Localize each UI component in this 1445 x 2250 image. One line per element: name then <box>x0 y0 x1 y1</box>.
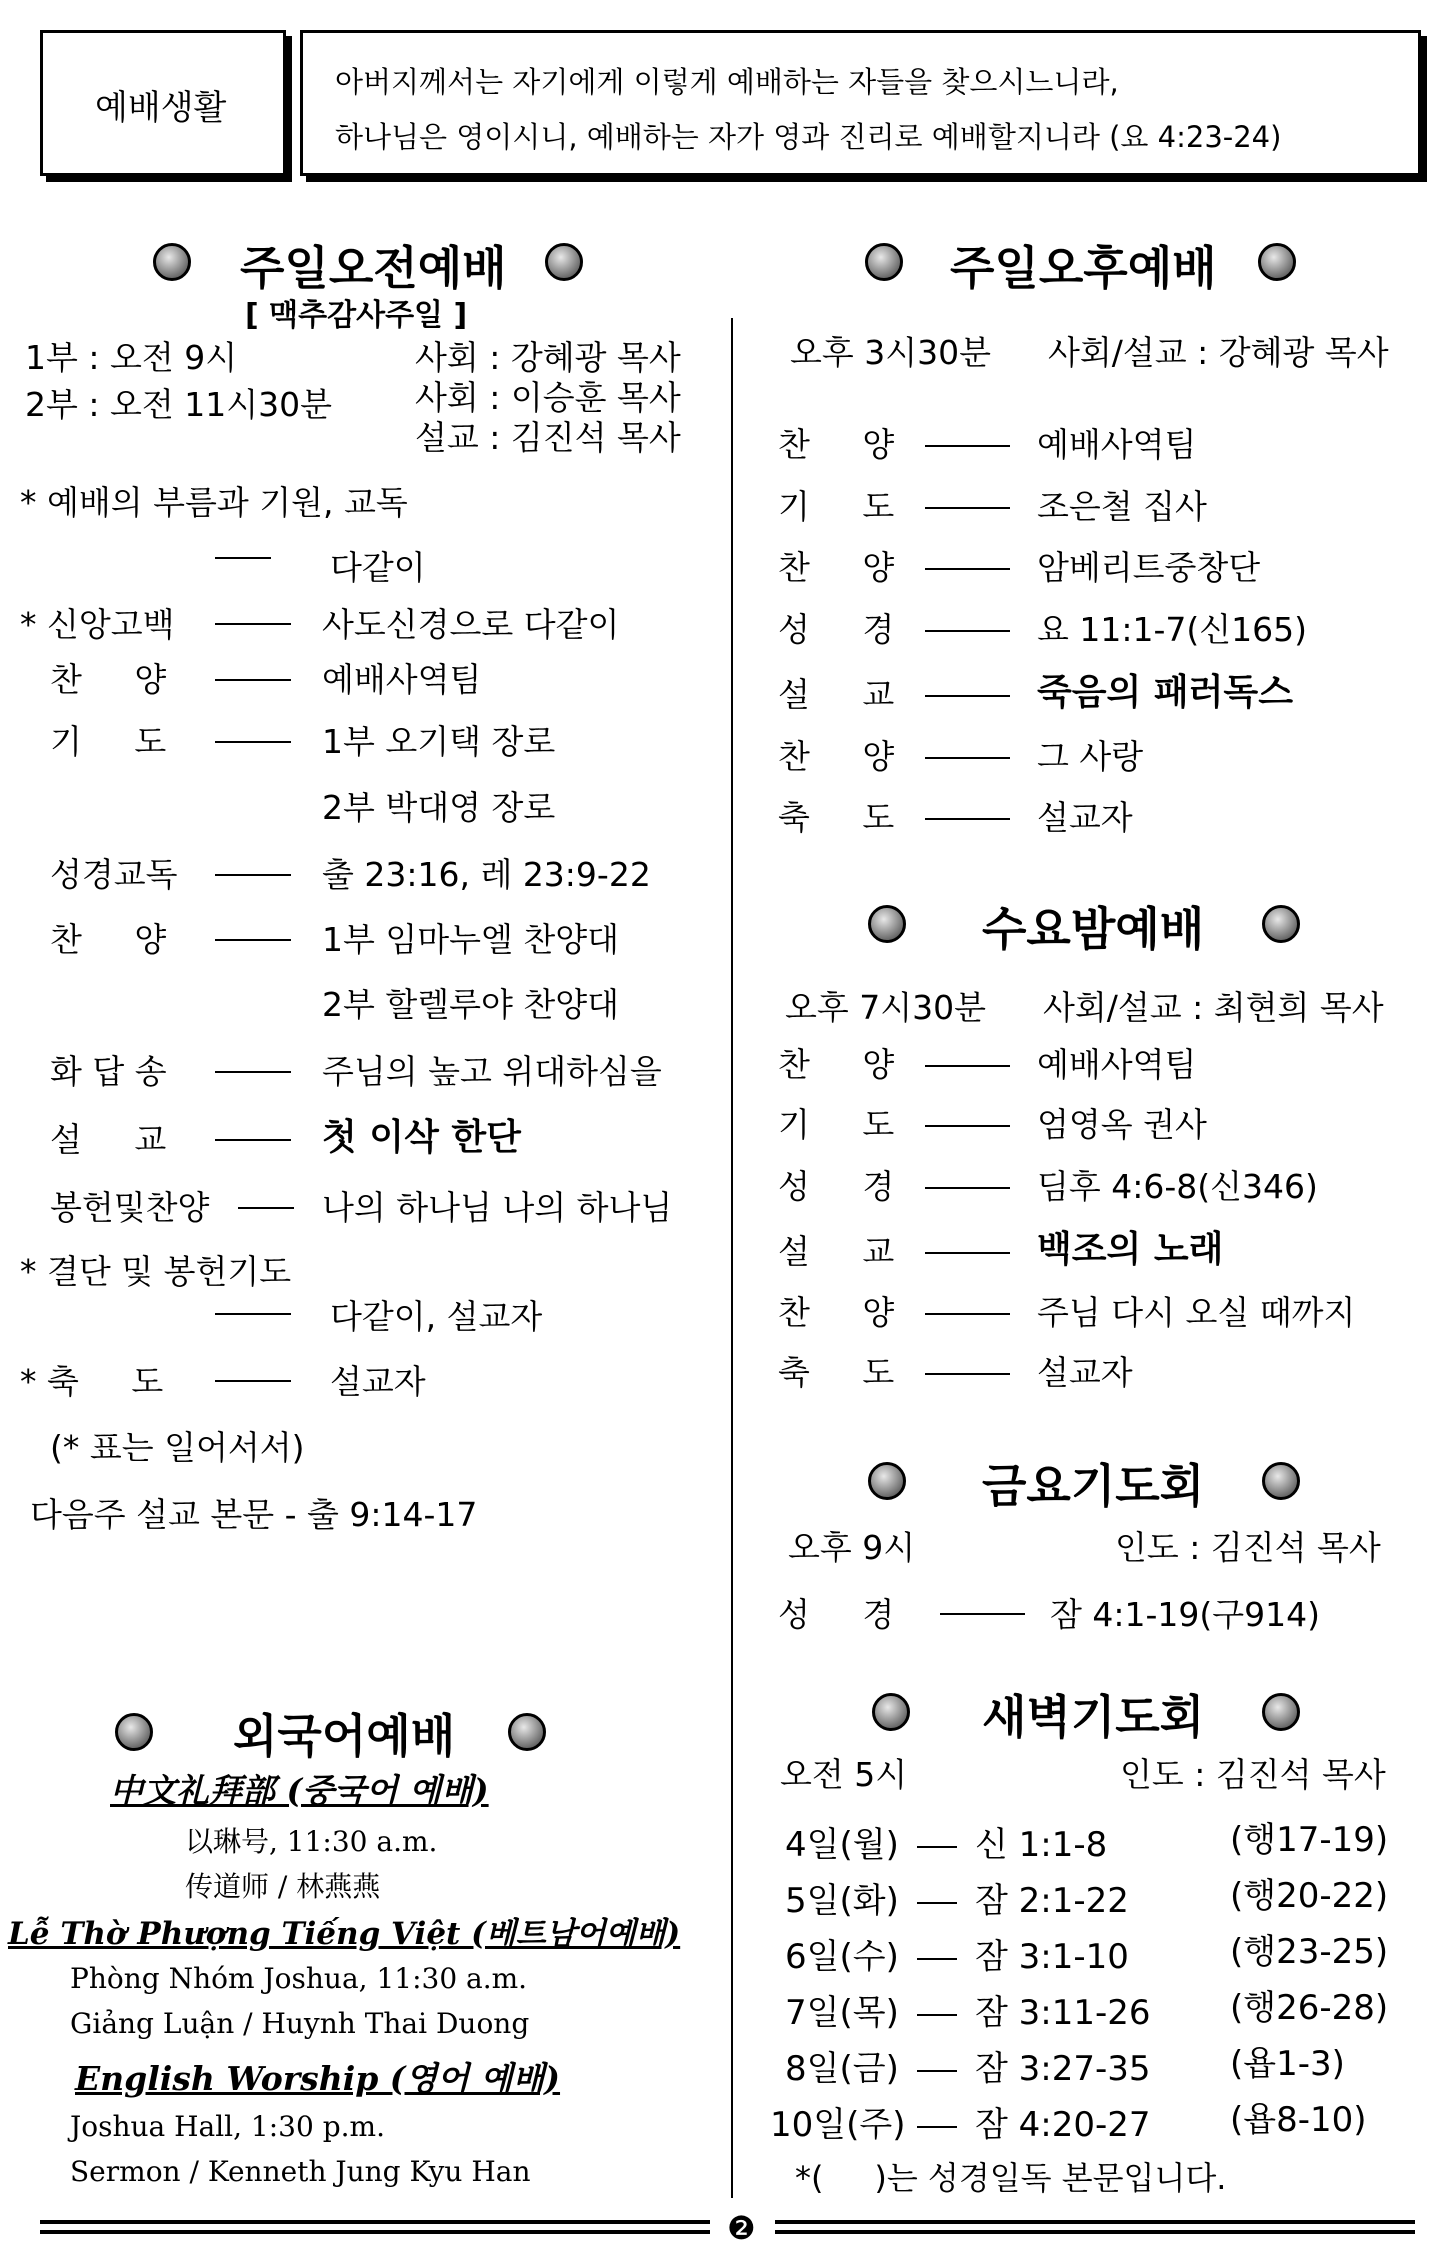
dawn-day: 10일(주) <box>770 2105 906 2145</box>
dawn-footnote: *( )는 성경일독 본문입니다. <box>795 2159 1227 2197</box>
dash <box>215 1380 291 1382</box>
dawn-text: 잠 3:1-10 <box>975 1937 1129 1977</box>
afternoon-sermon-title: 죽음의 패러독스 <box>1037 672 1293 713</box>
dash <box>925 818 1010 820</box>
bullet-icon <box>508 1713 546 1751</box>
dash <box>917 2070 957 2072</box>
dash <box>917 2014 957 2016</box>
dawn-text: 잠 3:11-26 <box>975 1993 1151 2033</box>
dawn-day: 7일(목) <box>785 1993 899 2033</box>
afternoon-item-label: 축 도 <box>778 798 895 837</box>
dawn-ref: (욥1-3) <box>1230 2044 1345 2084</box>
afternoon-item-label: 설 교 <box>778 675 895 714</box>
wednesday-sermon-title: 백조의 노래 <box>1037 1229 1224 1270</box>
morning-item-value: 설교자 <box>330 1362 426 1401</box>
wednesday-item-value: 설교자 <box>1037 1353 1133 1392</box>
afternoon-time: 오후 3시30분 <box>790 333 991 372</box>
dash <box>238 1207 294 1209</box>
dash <box>215 1071 291 1073</box>
bullet-icon <box>872 1693 910 1731</box>
morning-time-2: 2부 : 오전 11시30분 <box>25 385 332 424</box>
morning-item-value: 1부 임마누엘 찬양대 <box>322 920 619 959</box>
friday-title: 금요기도회 <box>982 1459 1205 1513</box>
wednesday-leader: 사회/설교 : 최현희 목사 <box>1043 988 1384 1027</box>
dawn-time: 오전 5시 <box>780 1755 908 1794</box>
afternoon-item-label: 성 경 <box>778 610 895 649</box>
morning-item-value: 사도신경으로 다같이 <box>322 605 620 644</box>
dash <box>925 1125 1010 1127</box>
dash <box>925 695 1010 697</box>
afternoon-title: 주일오후예배 <box>950 241 1217 295</box>
header-label: 예배생활 <box>95 88 227 128</box>
afternoon-item-value: 요 11:1-7(신165) <box>1037 610 1307 649</box>
bullet-icon <box>1258 243 1296 281</box>
wednesday-item-value: 딤후 4:6-8(신346) <box>1037 1167 1318 1206</box>
morning-item-value-2: 2부 박대영 장로 <box>322 788 556 827</box>
friday-leader: 인도 : 김진석 목사 <box>1115 1528 1381 1567</box>
dawn-ref: (행17-19) <box>1230 1820 1389 1860</box>
morning-next: 다음주 설교 본문 - 출 9:14-17 <box>30 1495 478 1534</box>
dawn-text: 잠 3:27-35 <box>975 2049 1151 2089</box>
dawn-ref: (행26-28) <box>1230 1988 1389 2028</box>
chinese-line-2: 传道师 / 林燕燕 <box>185 1870 381 1903</box>
dash <box>925 568 1010 570</box>
footer-rule-left <box>40 2230 710 2234</box>
bullet-icon <box>868 905 906 943</box>
afternoon-leader: 사회/설교 : 강혜광 목사 <box>1048 333 1389 372</box>
afternoon-item-value: 예배사역팀 <box>1037 425 1197 464</box>
dash <box>215 741 291 743</box>
bullet-icon <box>865 243 903 281</box>
page-number: ❷ <box>727 2209 756 2247</box>
bullet-icon <box>1262 1693 1300 1731</box>
afternoon-item-label: 찬 양 <box>778 425 895 464</box>
bullet-icon <box>115 1713 153 1751</box>
dawn-day: 4일(월) <box>785 1825 899 1865</box>
chinese-line-1: 以琳号, 11:30 a.m. <box>185 1825 438 1858</box>
friday-label: 성 경 <box>778 1595 895 1634</box>
dawn-text: 신 1:1-8 <box>975 1825 1108 1865</box>
eng-title: English Worship (영어 예배) <box>75 2059 561 2098</box>
footer-rule-right <box>775 2230 1415 2234</box>
dash <box>925 445 1010 447</box>
wednesday-item-label: 성 경 <box>778 1167 895 1206</box>
morning-item-value: 다같이, 설교자 <box>330 1297 543 1336</box>
afternoon-item-label: 기 도 <box>778 487 895 526</box>
foreign-title: 외국어예배 <box>233 1709 456 1763</box>
morning-note: (* 표는 일어서서) <box>50 1428 305 1467</box>
viet-line-2: Giảng Luận / Huynh Thai Duong <box>70 2007 530 2040</box>
dash <box>925 507 1010 509</box>
afternoon-item-label: 찬 양 <box>778 737 895 776</box>
morning-item-value: 예배사역팀 <box>322 660 482 699</box>
eng-line-2: Sermon / Kenneth Jung Kyu Han <box>70 2155 531 2188</box>
dawn-day: 8일(금) <box>785 2049 899 2089</box>
dash <box>925 1373 1010 1375</box>
dawn-leader: 인도 : 김진석 목사 <box>1120 1755 1386 1794</box>
dawn-day: 5일(화) <box>785 1881 899 1921</box>
bullet-icon <box>868 1462 906 1500</box>
dawn-title: 새벽기도회 <box>982 1690 1205 1744</box>
footer-rule-right <box>775 2220 1415 2224</box>
morning-item-value: 주님의 높고 위대하심을 <box>322 1052 662 1091</box>
dash <box>917 2126 957 2128</box>
morning-leader-1: 사회 : 강혜광 목사 <box>415 338 681 377</box>
wednesday-item-value: 예배사역팀 <box>1037 1045 1197 1084</box>
dash <box>215 1139 291 1141</box>
friday-value: 잠 4:1-19(구914) <box>1050 1595 1320 1634</box>
morning-item-value-2: 2부 할렐루야 찬양대 <box>322 985 619 1024</box>
dash <box>215 679 291 681</box>
footer-rule-left <box>40 2220 710 2224</box>
dash <box>925 757 1010 759</box>
afternoon-item-value: 설교자 <box>1037 798 1133 837</box>
wednesday-title: 수요밤예배 <box>982 902 1205 956</box>
morning-preacher: 설교 : 김진석 목사 <box>415 418 681 457</box>
wednesday-item-label: 기 도 <box>778 1105 895 1144</box>
bullet-icon <box>545 243 583 281</box>
verse-line-1: 아버지께서는 자기에게 이렇게 예배하는 자들을 찾으시느니라, <box>335 65 1119 99</box>
morning-item-label: 찬 양 <box>50 920 167 959</box>
afternoon-item-label: 찬 양 <box>778 548 895 587</box>
afternoon-item-value: 그 사랑 <box>1037 737 1144 776</box>
viet-title: Lễ Thờ Phượng Tiếng Việt (베트남어예배) <box>8 1916 681 1952</box>
dash <box>925 1313 1010 1315</box>
wednesday-item-value: 주님 다시 오실 때까지 <box>1037 1293 1356 1332</box>
morning-item-label: * 신앙고백 <box>20 605 175 644</box>
wednesday-item-label: 설 교 <box>778 1232 895 1271</box>
dash <box>215 557 271 559</box>
dawn-ref: (욥8-10) <box>1230 2100 1367 2140</box>
dawn-text: 잠 2:1-22 <box>975 1881 1129 1921</box>
dash <box>925 1065 1010 1067</box>
dash <box>917 1846 957 1848</box>
column-divider <box>731 318 733 2198</box>
dawn-ref: (행23-25) <box>1230 1932 1389 1972</box>
wednesday-item-label: 찬 양 <box>778 1293 895 1332</box>
morning-item-value: 1부 오기택 장로 <box>322 722 556 761</box>
morning-item-label: * 예배의 부름과 기원, 교독 <box>20 483 408 522</box>
friday-time: 오후 9시 <box>788 1528 916 1567</box>
dash <box>925 1187 1010 1189</box>
morning-sermon-title: 첫 이삭 한단 <box>322 1117 521 1158</box>
morning-item-label: 설 교 <box>50 1120 167 1159</box>
morning-item-value: 나의 하나님 나의 하나님 <box>322 1188 673 1227</box>
viet-line-1: Phòng Nhóm Joshua, 11:30 a.m. <box>70 1962 528 1995</box>
morning-item-label: 성경교독 <box>50 855 178 894</box>
dash <box>215 1313 291 1315</box>
dawn-ref: (행20-22) <box>1230 1876 1389 1916</box>
wednesday-item-label: 찬 양 <box>778 1045 895 1084</box>
morning-leader-2: 사회 : 이승훈 목사 <box>415 378 681 417</box>
bullet-icon <box>1262 905 1300 943</box>
morning-time-1: 1부 : 오전 9시 <box>25 338 238 377</box>
afternoon-item-value: 암베리트중창단 <box>1037 548 1261 587</box>
morning-item-value: 다같이 <box>330 548 426 587</box>
dash <box>940 1613 1025 1615</box>
chinese-title: 中文礼拜部 (중국어 예배) <box>110 1771 489 1810</box>
dash <box>917 1958 957 1960</box>
dash <box>925 1252 1010 1254</box>
morning-item-value: 출 23:16, 레 23:9-22 <box>322 855 651 894</box>
wednesday-item-label: 축 도 <box>778 1353 895 1392</box>
morning-item-label: * 축 도 <box>20 1362 164 1401</box>
dash <box>917 1902 957 1904</box>
verse-line-2: 하나님은 영이시니, 예배하는 자가 영과 진리로 예배할지니라 (요 4:23-24) <box>335 120 1282 154</box>
dash <box>215 874 291 876</box>
dash <box>215 623 291 625</box>
dawn-text: 잠 4:20-27 <box>975 2105 1151 2145</box>
wednesday-time: 오후 7시30분 <box>785 988 986 1027</box>
morning-item-label: * 결단 및 봉헌기도 <box>20 1252 292 1291</box>
wednesday-item-value: 엄영옥 권사 <box>1037 1105 1207 1144</box>
morning-subtitle: [ 맥추감사주일 ] <box>245 298 468 333</box>
morning-item-label: 기 도 <box>50 722 167 761</box>
afternoon-item-value: 조은철 집사 <box>1037 487 1207 526</box>
dawn-day: 6일(수) <box>785 1937 899 1977</box>
dash <box>215 939 291 941</box>
morning-item-label: 봉헌및찬양 <box>50 1188 210 1227</box>
eng-line-1: Joshua Hall, 1:30 p.m. <box>70 2110 385 2143</box>
dash <box>925 630 1010 632</box>
morning-item-label: 화 답 송 <box>50 1052 167 1091</box>
bullet-icon <box>1262 1462 1300 1500</box>
morning-title: 주일오전예배 <box>240 241 507 295</box>
bullet-icon <box>153 243 191 281</box>
morning-item-label: 찬 양 <box>50 660 167 699</box>
